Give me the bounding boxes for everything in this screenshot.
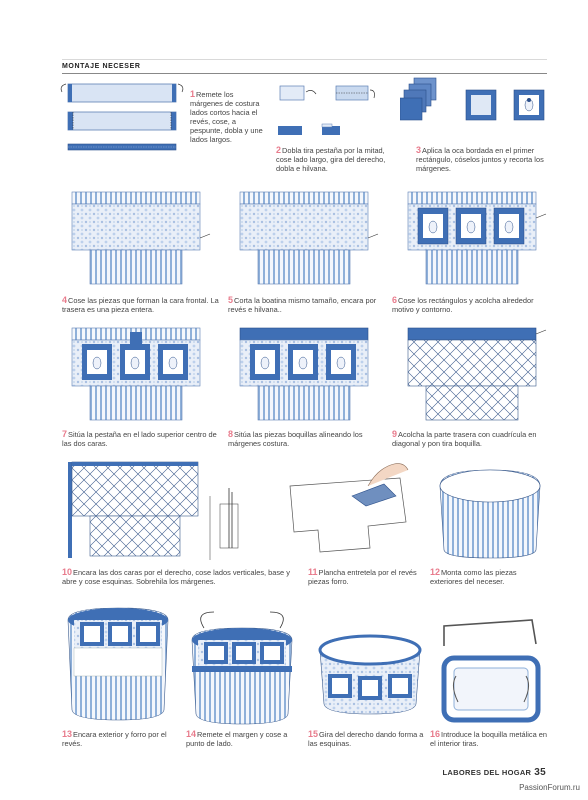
step-text: Dobla tira pestaña por la mitad, cose lado largo, gira del derecho, dobla e hilvana. [276, 146, 386, 173]
step-text: Sitúa las piezas boquillas alineando los márgenes costura. [228, 430, 363, 448]
step-number: 13 [62, 729, 73, 739]
step-text: Acolcha la parte trasera con cuadrícula en diagonal y pon tira boquilla. [392, 430, 537, 448]
step-3 [416, 146, 546, 173]
step-text: Introduce la boquilla metálica en el interior tiras. [430, 730, 548, 748]
step-2 [276, 146, 386, 173]
illustration-step-16 [432, 616, 548, 726]
step-13 [62, 730, 174, 748]
step-5 [228, 296, 382, 314]
step-16 [430, 730, 548, 748]
step-9 [392, 430, 548, 448]
step-number: 15 [308, 729, 319, 739]
step-4 [62, 296, 220, 314]
step-11 [308, 568, 420, 586]
watermark: PassionForum.ru [519, 783, 580, 792]
step-number: 7 [62, 429, 68, 439]
step-text: Encara las dos caras por el derecho, cose lados verticales, base y abre y cose esquinas. Sobrehila los márgenes. [62, 568, 290, 586]
step-text: Remete los márgenes de costura lados cortos hacia el revés, cose, a pespunte, dobla y une lados largos. [190, 90, 263, 144]
illustration-step-4 [60, 188, 212, 288]
step-number: 12 [430, 567, 441, 577]
step-number: 9 [392, 429, 398, 439]
step-text: Remete el margen y cose a punto de lado. [186, 730, 288, 748]
step-text: Cose los rectángulos y acolcha alrededor motivo y contorno. [392, 296, 534, 314]
step-text: Encara exterior y forro por el revés. [62, 730, 167, 748]
illustration-step-13 [60, 602, 176, 726]
illustration-step-3 [400, 74, 548, 144]
section-title: MONTAJE NECESER [62, 63, 141, 70]
step-14 [186, 730, 302, 748]
step-1 [190, 90, 268, 144]
step-number: 16 [430, 729, 441, 739]
illustration-step-10 [60, 456, 260, 562]
illustration-step-1 [60, 78, 190, 158]
illustration-step-14 [184, 610, 300, 726]
step-7 [62, 430, 220, 448]
step-number: 2 [276, 145, 282, 155]
step-12 [430, 568, 548, 586]
step-text: Sitúa la pestaña en el lado superior centro de las dos caras. [62, 430, 217, 448]
step-text: Corta la boatina mismo tamaño, encara por revés e hilvana.. [228, 296, 377, 314]
illustration-step-5 [228, 188, 380, 288]
illustration-step-8 [228, 324, 380, 424]
illustration-step-15 [312, 630, 428, 726]
step-10 [62, 568, 298, 586]
step-number: 4 [62, 295, 68, 305]
illustration-step-9 [396, 324, 548, 424]
step-number: 3 [416, 145, 422, 155]
illustration-step-2 [272, 78, 392, 144]
illustration-step-11 [280, 456, 420, 562]
step-number: 11 [308, 567, 318, 577]
step-text: Gira del derecho dando forma a las esquinas. [308, 730, 424, 748]
step-number: 10 [62, 567, 73, 577]
step-number: 5 [228, 295, 234, 305]
step-number: 8 [228, 429, 234, 439]
step-text: Monta como las piezas exteriores del neceser. [430, 568, 517, 586]
step-6 [392, 296, 548, 314]
step-text: Cose las piezas que forman la cara frontal. La trasera es una pieza entera. [62, 296, 219, 314]
step-8 [228, 430, 382, 448]
magazine-name: LABORES DEL HOGAR [442, 768, 532, 777]
step-text: Plancha entretela por el revés piezas forro. [308, 568, 417, 586]
step-number: 14 [186, 729, 197, 739]
footer-brand [443, 767, 546, 778]
illustration-step-6 [396, 188, 548, 288]
step-text: Aplica la oca bordada en el primer rectángulo, cóselos juntos y recorta los márgenes. [416, 146, 544, 173]
top-rule [62, 59, 547, 60]
illustration-step-12 [432, 466, 548, 562]
illustration-step-7 [60, 324, 212, 424]
step-number: 1 [190, 89, 196, 99]
page-number: 35 [534, 767, 546, 778]
step-15 [308, 730, 424, 748]
step-number: 6 [392, 295, 398, 305]
